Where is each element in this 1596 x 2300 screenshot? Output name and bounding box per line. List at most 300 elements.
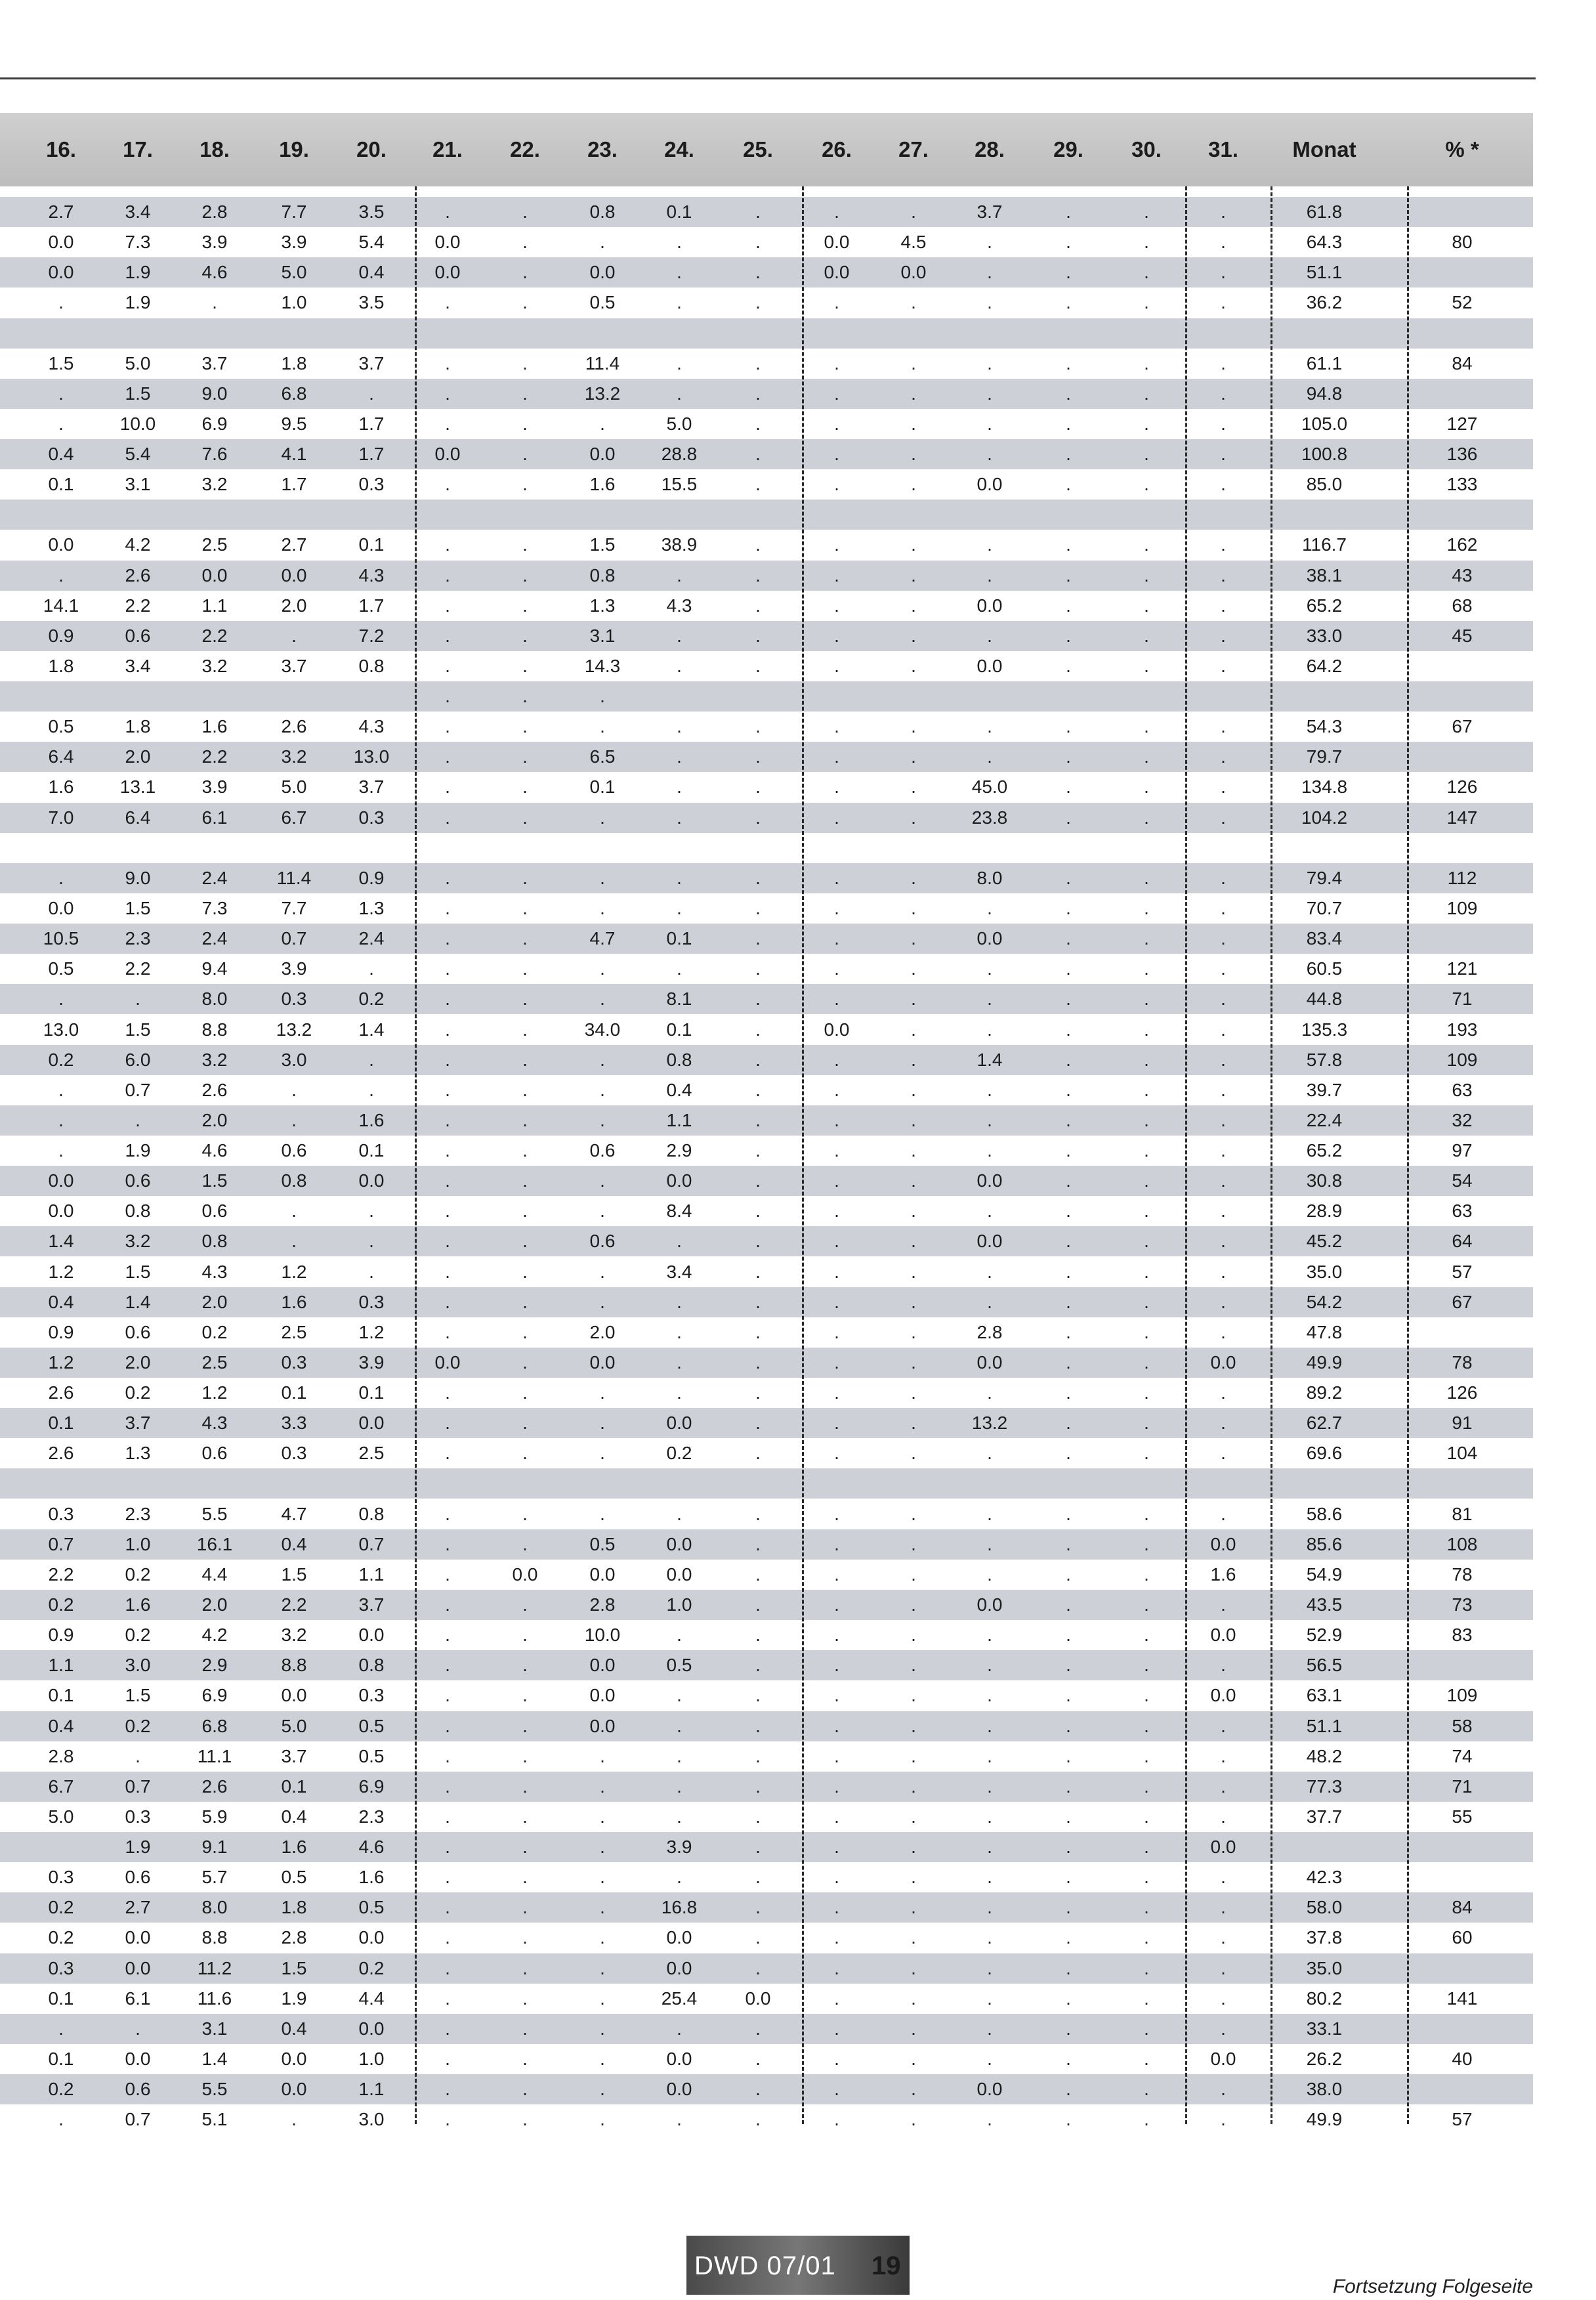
table-cell: 0.0 [824,1019,850,1040]
table-cell: 83.4 [1306,928,1343,949]
table-cell: . [1144,1352,1149,1373]
table-cell: . [135,1745,140,1766]
table-cell: 37.8 [1306,1927,1343,1948]
column-header: 25. [743,137,773,161]
table-cell: 0.4 [358,262,385,283]
table-cell: . [987,2109,992,2130]
table-cell: . [445,686,450,707]
table-cell: 0.8 [281,1170,307,1191]
table-cell: . [677,716,682,737]
table-cell: 65.2 [1306,1140,1343,1161]
table-cell: . [1144,989,1149,1010]
table-cell: . [1066,2079,1071,2100]
table-cell: . [445,1321,450,1342]
table-cell: . [834,1837,839,1858]
table-cell [1410,651,1515,681]
table-cell: 100.8 [1301,444,1348,465]
table-cell: . [1066,1806,1071,1827]
table-cell: . [522,1957,528,1978]
table-cell: . [1144,1140,1149,1161]
table-cell: 0.8 [201,1231,228,1252]
table-cell: . [911,1837,916,1858]
table-cell: . [677,1352,682,1373]
table-cell: 116.7 [1302,534,1347,555]
table-cell: . [1221,1321,1226,1342]
table-cell: 42.3 [1306,1867,1343,1888]
table-cell: 38.9 [661,534,698,555]
table-cell: . [522,928,528,949]
table-cell: 127 [1446,413,1478,434]
table-cell: 54.9 [1306,1564,1343,1585]
table-row [0,984,1533,1014]
table-cell: . [522,1109,528,1130]
table-cell: 11.6 [197,1988,232,2009]
table-cell: . [522,1655,528,1676]
table-cell: . [1066,1201,1071,1222]
table-cell: . [522,1079,528,1100]
table-cell: . [911,1957,916,1978]
table-cell: . [755,595,761,616]
table-cell: . [1221,1776,1226,1797]
table-cell: . [445,1594,450,1615]
table-cell: . [1144,1685,1149,1706]
table-cell: . [1221,564,1226,586]
table-cell: . [834,655,839,676]
table-cell: 2.8 [201,202,228,222]
table-cell: 8.1 [666,989,692,1010]
table-cell: . [1144,1382,1149,1403]
table-cell: . [522,2109,528,2130]
table-cell: 136 [1446,444,1478,465]
table-cell: 2.4 [201,867,228,888]
table-cell: . [834,716,839,737]
table-cell: . [1144,1897,1149,1918]
table-cell: . [58,867,64,888]
table-cell: 6.4 [48,746,74,767]
table-cell: . [522,655,528,676]
table-cell: . [445,1715,450,1736]
table-cell: . [1144,1170,1149,1191]
table-cell [1187,681,1259,712]
table-cell: . [1221,897,1226,918]
table-cell: 97 [1452,1140,1473,1161]
table-cell: 45.2 [1306,1231,1343,1252]
table-cell: . [445,595,450,616]
table-cell: . [1144,352,1149,373]
separator-row [0,833,1533,863]
table-cell: . [911,564,916,586]
table-cell: . [911,352,916,373]
table-cell: . [522,1049,528,1070]
table-cell: . [1066,1715,1071,1736]
table-cell: 2.2 [201,625,228,646]
table-cell: . [1066,1049,1071,1070]
table-row [0,288,1533,318]
table-cell: . [522,1533,528,1554]
table-cell: . [445,716,450,737]
table-cell: . [1066,1352,1071,1373]
table-row [0,561,1533,591]
table-cell: 23.8 [971,807,1008,828]
table-cell: . [522,1715,528,1736]
column-divider [1270,186,1272,2124]
table-row [0,1045,1533,1075]
table-cell: . [445,1927,450,1948]
table-cell: . [911,413,916,434]
table-cell: 60.5 [1306,958,1343,979]
table-cell: 0.0 [976,928,1003,949]
table-cell: . [755,1897,761,1918]
table-cell [1410,924,1515,954]
table-cell: . [911,1170,916,1191]
table-cell: . [600,413,605,434]
table-cell: . [1144,1594,1149,1615]
table-cell: 0.2 [48,1594,74,1615]
table-cell: 0.0 [201,564,228,586]
table-cell: . [834,1382,839,1403]
table-cell: 0.8 [589,202,616,222]
table-cell: 2.6 [48,1443,74,1464]
table-cell: . [600,1109,605,1130]
table-cell: . [135,2018,140,2039]
table-cell: 0.0 [976,1352,1003,1373]
table-cell: 0.6 [125,625,151,646]
table-cell: . [1221,1201,1226,1222]
table-cell: 1.0 [358,2048,385,2069]
table-cell: 1.0 [281,292,307,313]
table-cell: . [1066,1655,1071,1676]
table-cell: 70.7 [1306,897,1343,918]
table-cell: . [677,1503,682,1524]
table-cell: 0.0 [1210,2048,1236,2069]
table-cell: . [1144,1443,1149,1464]
table-cell: . [445,352,450,373]
column-header: 21. [432,137,463,161]
table-cell: 0.9 [48,625,74,646]
table-cell: . [834,777,839,798]
table-cell: 1.5 [589,534,616,555]
table-cell: . [987,1927,992,1948]
table-cell: . [58,1079,64,1100]
table-cell: . [1144,474,1149,495]
table-cell: . [600,1049,605,1070]
table-cell: . [1066,1261,1071,1282]
table-cell: . [755,1261,761,1282]
table-cell: . [834,1413,839,1434]
table-cell: 0.7 [125,2109,151,2130]
table-cell: . [58,564,64,586]
table-cell: . [911,1564,916,1585]
table-cell: 9.0 [201,383,228,404]
table-cell: 0.8 [358,655,385,676]
table-cell: . [911,1382,916,1403]
table-cell: 54.3 [1306,716,1343,737]
table-cell: 3.1 [589,625,616,646]
table-cell [1410,681,1515,712]
table-cell: . [677,777,682,798]
table-cell: . [1221,1231,1226,1252]
table-cell: 0.0 [976,2079,1003,2100]
table-cell: 4.2 [201,1625,228,1646]
table-cell [954,681,1026,712]
table-cell: . [1144,1927,1149,1948]
table-cell: . [522,1140,528,1161]
table-cell: 0.0 [666,1927,692,1948]
table-cell: . [1066,352,1071,373]
table-cell: . [987,2048,992,2069]
table-cell: . [600,1867,605,1888]
table-cell: . [522,474,528,495]
table-cell: 0.5 [589,292,616,313]
table-row [0,2014,1533,2044]
table-cell: . [911,2018,916,2039]
table-cell: 1.2 [358,1321,385,1342]
table-cell: . [445,1170,450,1191]
table-cell: . [987,1685,992,1706]
table-cell: . [1221,2018,1226,2039]
table-cell: 0.0 [48,1170,74,1191]
table-cell: . [1221,716,1226,737]
table-cell: . [755,352,761,373]
table-cell: . [1144,564,1149,586]
table-cell: . [600,232,605,253]
table-cell: . [677,1715,682,1736]
table-cell: . [911,1685,916,1706]
table-cell: 0.0 [589,1655,616,1676]
table-cell: . [1066,1170,1071,1191]
table-cell: 2.0 [125,1352,151,1373]
table-cell: 3.2 [201,1049,228,1070]
table-cell: . [755,1231,761,1252]
table-cell: 51.1 [1306,262,1343,283]
table-cell: . [445,867,450,888]
table-cell: 34.0 [584,1019,621,1040]
table-row [0,924,1533,954]
table-cell: . [911,1413,916,1434]
table-cell: 0.0 [358,1413,385,1434]
table-cell: 40 [1452,2048,1473,2069]
table-cell: . [755,1715,761,1736]
table-cell: 1.7 [358,595,385,616]
table-cell: . [987,1715,992,1736]
table-cell: . [1144,655,1149,676]
table-cell: 2.6 [48,1382,74,1403]
table-cell: 0.0 [358,2018,385,2039]
table-cell: . [834,897,839,918]
table-cell: 0.4 [666,1079,692,1100]
table-cell: . [600,1957,605,1978]
column-header: 31. [1208,137,1238,161]
table-cell: 108 [1446,1533,1478,1554]
table-cell: . [987,534,992,555]
table-cell: 5.4 [125,444,151,465]
table-cell: 1.4 [125,1291,151,1312]
table-cell: 0.0 [745,1988,771,2009]
table-cell: 6.7 [281,807,307,828]
table-cell: . [522,2048,528,2069]
table-cell: 1.5 [125,897,151,918]
table-cell: . [911,1715,916,1736]
table-cell: . [1066,1019,1071,1040]
table-cell: 1.3 [125,1443,151,1464]
table-cell: . [1066,625,1071,646]
table-cell: 3.2 [281,1625,307,1646]
table-cell: 51.1 [1306,1715,1343,1736]
table-cell: . [522,202,528,222]
table-cell: . [522,1321,528,1342]
table-cell: . [1066,1079,1071,1100]
table-cell: . [522,1776,528,1797]
table-cell: 1.4 [976,1049,1003,1070]
table-cell: . [1066,807,1071,828]
table-cell: 0.4 [48,1291,74,1312]
table-cell: . [600,897,605,918]
table-cell: . [755,2109,761,2130]
table-cell: 13.2 [971,1413,1008,1434]
table-cell: 0.1 [358,534,385,555]
table-cell: 36.2 [1306,292,1343,313]
table-cell: 0.8 [589,564,616,586]
table-cell: . [834,1140,839,1161]
table-cell: . [677,1745,682,1766]
table-cell: 1.5 [125,1261,151,1282]
table-cell: . [834,1079,839,1100]
table-cell: 1.3 [358,897,385,918]
table-cell: . [755,383,761,404]
table-cell: 1.3 [589,595,616,616]
table-cell: . [1221,1413,1226,1434]
table-cell: 71 [1452,1776,1473,1797]
table-cell: 84 [1452,352,1473,373]
table-cell: 1.6 [358,1867,385,1888]
table-cell: 0.0 [589,1715,616,1736]
table-cell: . [1144,1625,1149,1646]
table-cell: . [1144,1867,1149,1888]
table-cell: . [445,1109,450,1130]
table-cell: 0.1 [666,1019,692,1040]
table-cell: . [445,1503,450,1524]
table-cell: . [1066,1382,1071,1403]
table-cell: . [1066,1685,1071,1706]
table-cell: . [677,1382,682,1403]
table-cell [1032,681,1104,712]
table-cell: 44.8 [1306,989,1343,1010]
table-cell: 104 [1446,1443,1478,1464]
table-cell: 67 [1452,716,1473,737]
table-cell: . [755,807,761,828]
table-cell: . [834,746,839,767]
table-cell: . [677,383,682,404]
table-cell: . [1144,383,1149,404]
table-cell: 126 [1446,1382,1478,1403]
table-cell: 4.2 [125,534,151,555]
table-cell: . [1144,1806,1149,1827]
table-cell: . [834,1625,839,1646]
table-cell: . [987,413,992,434]
table-cell: . [1066,595,1071,616]
table-cell: . [677,958,682,979]
table-cell: 14.1 [43,595,79,616]
table-cell: . [1221,1867,1226,1888]
table-cell: 112 [1447,867,1477,888]
table-cell: 0.0 [666,1413,692,1434]
table-cell: 0.5 [358,1745,385,1766]
table-cell: . [600,1443,605,1464]
table-cell: . [522,232,528,253]
table-cell: 0.3 [281,1352,307,1373]
table-cell: . [1144,292,1149,313]
table-cell [1410,742,1515,772]
table-cell: . [522,746,528,767]
table-cell: 0.0 [589,1564,616,1585]
table-cell: 0.2 [125,1625,151,1646]
table-cell: . [522,1503,528,1524]
table-cell: 3.4 [125,202,151,222]
table-cell: 85.0 [1306,474,1343,495]
table-cell: . [1066,1594,1071,1615]
column-header: Monat [1292,137,1356,161]
table-cell: 91 [1452,1413,1473,1434]
table-cell: 0.3 [358,807,385,828]
table-cell: . [1221,474,1226,495]
table-cell: . [600,1503,605,1524]
table-row [0,1348,1533,1378]
table-cell: 9.1 [201,1837,228,1858]
table-cell: . [445,1443,450,1464]
table-cell: . [600,1776,605,1797]
table-cell: . [445,777,450,798]
table-cell: . [445,534,450,555]
table-cell: 0.0 [281,2079,307,2100]
table-cell: . [1221,1927,1226,1948]
table-cell: . [445,2018,450,2039]
table-cell: 0.0 [824,262,850,283]
table-cell: . [1144,202,1149,222]
table-cell: . [445,1655,450,1676]
table-cell: . [600,958,605,979]
table-cell: 0.7 [125,1776,151,1797]
table-row [0,1650,1533,1680]
table-cell: . [522,867,528,888]
separator-row [0,500,1533,530]
table-cell: 0.1 [48,2048,74,2069]
table-cell: 11.4 [276,867,312,888]
table-cell: . [1144,1291,1149,1312]
table-cell: 63 [1452,1079,1473,1100]
table-cell: . [834,1049,839,1070]
table-cell: . [1221,1382,1226,1403]
table-cell: . [445,1564,450,1585]
table-cell: 2.8 [281,1927,307,1948]
table-cell: . [1144,232,1149,253]
table-cell: 5.5 [201,1503,228,1524]
table-cell: 0.5 [281,1867,307,1888]
table-cell: . [522,413,528,434]
table-cell: . [755,1321,761,1342]
table-cell: . [522,777,528,798]
table-row [0,2044,1533,2074]
table-cell: 11.1 [197,1745,232,1766]
table-cell: . [445,2079,450,2100]
table-cell: . [445,897,450,918]
table-cell: 2.4 [358,928,385,949]
table-cell: . [1066,1625,1071,1646]
table-cell: . [834,1685,839,1706]
table-cell: . [1066,928,1071,949]
table-cell: . [911,1019,916,1040]
table-cell: 57 [1452,1261,1473,1282]
table-cell: . [987,1019,992,1040]
